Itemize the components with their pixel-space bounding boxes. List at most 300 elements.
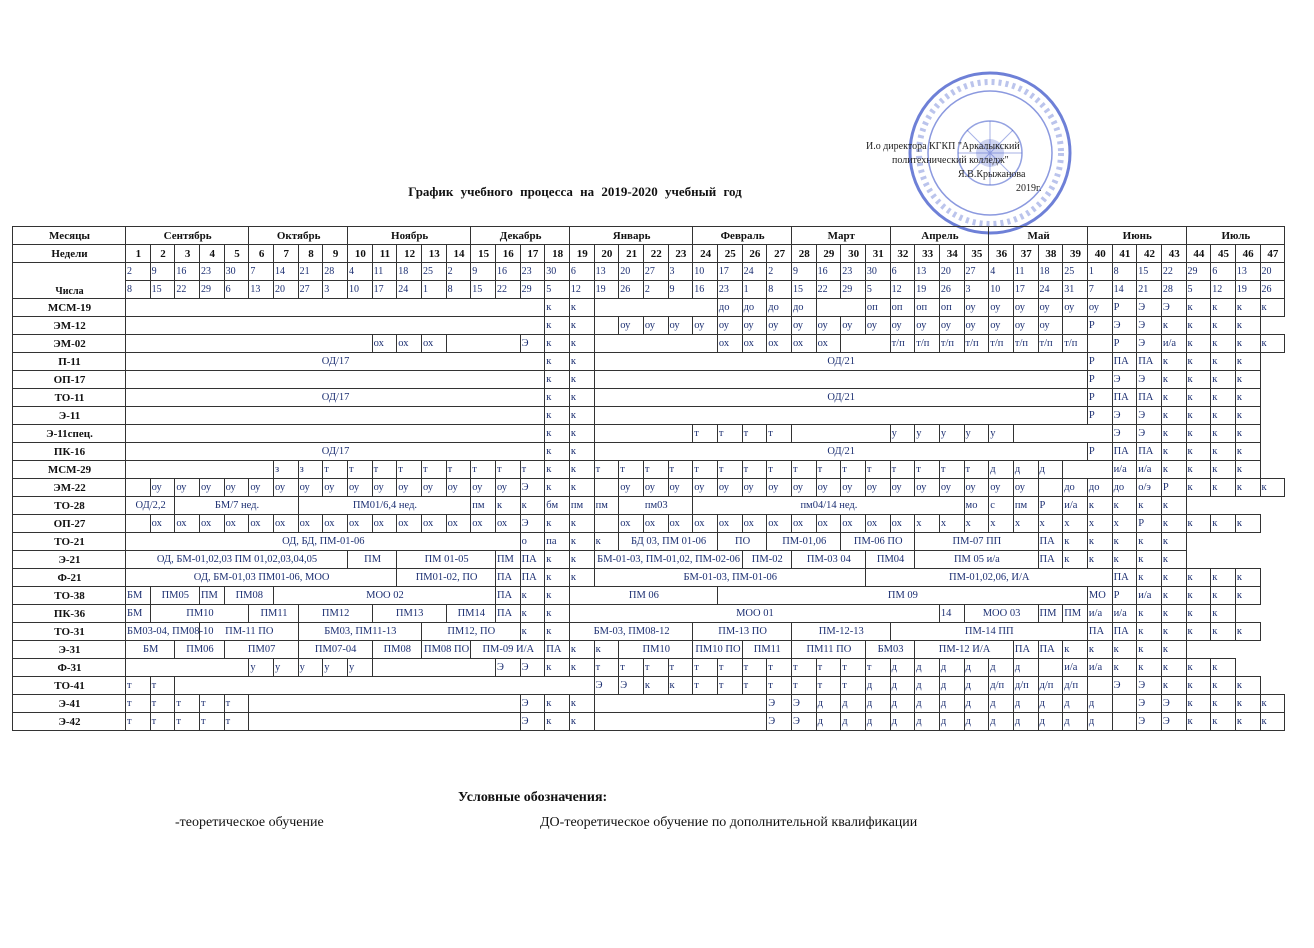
schedule-cell: ох [816, 335, 841, 353]
week-number: 12 [397, 245, 422, 263]
schedule-cell: т [816, 659, 841, 677]
schedule-cell: МОО 01 [569, 605, 939, 623]
group-name: ТО-28 [13, 497, 126, 515]
schedule-cell: к [1186, 659, 1211, 677]
schedule-cell: к [1112, 533, 1137, 551]
schedule-cell: т [421, 461, 446, 479]
schedule-cell: к [1235, 299, 1260, 317]
schedule-cell: Э [1112, 317, 1137, 335]
schedule-cell: д [1038, 461, 1063, 479]
schedule-cell: к [1137, 605, 1162, 623]
schedule-cell: ПМ [1038, 605, 1063, 623]
schedule-cell: к [1161, 317, 1186, 335]
group-name: Э-42 [13, 713, 126, 731]
group-name: Э-21 [13, 551, 126, 569]
schedule-cell: ОД/17 [126, 353, 545, 371]
group-name: ЭМ-02 [13, 335, 126, 353]
schedule-cell: Р [1087, 353, 1112, 371]
group-name: ПК-36 [13, 605, 126, 623]
schedule-cell: т [495, 461, 520, 479]
schedule-cell: к [1235, 335, 1260, 353]
schedule-cell: ПМ [495, 551, 520, 569]
schedule-cell: к [1137, 641, 1162, 659]
schedule-cell: к [1063, 551, 1088, 569]
schedule-cell: к [1235, 695, 1260, 713]
schedule-cell: к [569, 713, 594, 731]
week-number: 20 [594, 245, 619, 263]
schedule-cell: к [1186, 371, 1211, 389]
schedule-cell: т [693, 659, 718, 677]
schedule-cell: Э [1137, 425, 1162, 443]
schedule-cell [126, 425, 545, 443]
schedule-cell: к [545, 461, 570, 479]
schedule-cell: ох [471, 515, 496, 533]
schedule-cell: т [742, 677, 767, 695]
date-end: 12 [890, 281, 915, 299]
schedule-cell: к [569, 461, 594, 479]
schedule-cell: оу [717, 317, 742, 335]
schedule-cell: ПМ [199, 587, 224, 605]
schedule-cell: т/п [1038, 335, 1063, 353]
schedule-cell: Э [495, 659, 520, 677]
date-start: 13 [915, 263, 940, 281]
schedule-cell: оу [199, 479, 224, 497]
schedule-cell: Э [791, 713, 816, 731]
date-end: 1 [421, 281, 446, 299]
schedule-cell: д [964, 695, 989, 713]
schedule-cell: пм03 [619, 497, 693, 515]
group-row [13, 677, 1285, 695]
schedule-cell: оу [989, 479, 1014, 497]
schedule-cell: у [323, 659, 348, 677]
schedule-cell: оу [323, 479, 348, 497]
schedule-cell: к [1235, 479, 1260, 497]
schedule-cell: к [1235, 389, 1260, 407]
date-start: 15 [1137, 263, 1162, 281]
schedule-cell: к [1211, 461, 1236, 479]
date-end: 23 [717, 281, 742, 299]
date-end: 14 [1112, 281, 1137, 299]
schedule-cell: к [569, 443, 594, 461]
schedule-cell: к [1161, 371, 1186, 389]
schedule-cell: Э [1137, 335, 1162, 353]
document-title: График учебного процесса на 2019-2020 учебный год [408, 184, 742, 199]
schedule-cell: оп [915, 299, 940, 317]
week-number: 17 [520, 245, 545, 263]
schedule-cell: д/п [1013, 677, 1038, 695]
schedule-cell: х [989, 515, 1014, 533]
schedule-cell: д [1013, 659, 1038, 677]
schedule-cell: БМ03, ПМ11-13 [298, 623, 421, 641]
schedule-cell: к [1087, 533, 1112, 551]
schedule-cell: ох [767, 335, 792, 353]
schedule-cell: ОД, БМ-01,03 ПМ01-06, МОО [126, 569, 397, 587]
date-end: 10 [989, 281, 1014, 299]
date-start: 23 [199, 263, 224, 281]
schedule-cell: оу [619, 317, 644, 335]
date-start: 13 [594, 263, 619, 281]
schedule-cell: д [1038, 713, 1063, 731]
schedule-cell: оу [865, 479, 890, 497]
schedule-cell: оу [717, 479, 742, 497]
schedule-cell: БМ-01-03, ПМ-01-06 [594, 569, 865, 587]
schedule-cell: к [1211, 569, 1236, 587]
schedule-cell: т [175, 695, 200, 713]
schedule-cell: т [816, 677, 841, 695]
schedule-cell: оу [816, 317, 841, 335]
group-row [13, 317, 1285, 335]
week-number: 28 [791, 245, 816, 263]
weeks-row [13, 245, 1285, 263]
schedule-cell: оу [619, 479, 644, 497]
schedule-cell: Р [1137, 515, 1162, 533]
schedule-cell: ПМ11 [249, 605, 298, 623]
schedule-cell: д [841, 713, 866, 731]
schedule-cell: к [1186, 389, 1211, 407]
schedule-cell: х [1112, 515, 1137, 533]
schedule-cell: т [150, 677, 175, 695]
schedule-cell: оу [347, 479, 372, 497]
schedule-cell: оу [495, 479, 520, 497]
schedule-cell: х [964, 515, 989, 533]
schedule-cell: ПА [1013, 641, 1038, 659]
schedule-cell: к [1211, 371, 1236, 389]
group-row [13, 659, 1285, 677]
group-name: ОП-27 [13, 515, 126, 533]
schedule-cell: у [298, 659, 323, 677]
schedule-cell: д [890, 713, 915, 731]
schedule-cell: у [347, 659, 372, 677]
schedule-cell: к [1186, 605, 1211, 623]
date-start: 14 [273, 263, 298, 281]
week-number: 33 [915, 245, 940, 263]
date-start: 16 [816, 263, 841, 281]
schedule-cell: к [545, 587, 570, 605]
schedule-cell: к [1137, 551, 1162, 569]
schedule-cell [175, 677, 594, 695]
schedule-cell: к [1186, 569, 1211, 587]
date-start: 20 [619, 263, 644, 281]
schedule-cell: ПМ-14 ПП [890, 623, 1087, 641]
schedule-cell: к [1161, 641, 1186, 659]
schedule-cell: д [865, 695, 890, 713]
schedule-cell: д [964, 677, 989, 695]
schedule-cell: т [767, 425, 792, 443]
schedule-cell: т [594, 461, 619, 479]
schedule-cell: т/п [1013, 335, 1038, 353]
schedule-cell: оу [791, 317, 816, 335]
date-end: 9 [668, 281, 693, 299]
schedule-cell: МОО 02 [273, 587, 495, 605]
schedule-cell: т [767, 659, 792, 677]
schedule-cell: ОД/21 [594, 443, 1087, 461]
schedule-cell: к [1186, 299, 1211, 317]
schedule-cell: т [446, 461, 471, 479]
schedule-cell: к [1087, 497, 1112, 515]
schedule-cell: ох [249, 515, 274, 533]
date-start: 4 [347, 263, 372, 281]
schedule-cell: Э [1137, 407, 1162, 425]
group-name: ЭМ-22 [13, 479, 126, 497]
schedule-cell: д [915, 659, 940, 677]
schedule-cell: ОД, БД, ПМ-01-06 [126, 533, 521, 551]
schedule-cell: к [1186, 353, 1211, 371]
schedule-cell: оу [446, 479, 471, 497]
schedule-cell: ПМ 05 и/а [915, 551, 1038, 569]
schedule-cell: д [939, 695, 964, 713]
month-header: Июль [1186, 227, 1285, 245]
date-end: 10 [347, 281, 372, 299]
schedule-cell: ПМ-09 И/А [471, 641, 545, 659]
schedule-cell: оу [890, 317, 915, 335]
schedule-cell: ПМ01/6,4 нед. [298, 497, 471, 515]
schedule-cell: т [742, 461, 767, 479]
group-name: ТО-38 [13, 587, 126, 605]
schedule-cell: ох [446, 515, 471, 533]
schedule-cell: пм [569, 497, 594, 515]
week-number: 8 [298, 245, 323, 263]
schedule-cell: т [939, 461, 964, 479]
schedule-cell: к [1235, 677, 1260, 695]
schedule-cell: к [1211, 623, 1236, 641]
schedule-cell: оу [767, 317, 792, 335]
date-start: 6 [569, 263, 594, 281]
schedule-cell: Э [1161, 695, 1186, 713]
schedule-cell [1063, 317, 1088, 335]
schedule-cell: ПМ08 [372, 641, 421, 659]
schedule-cell: т [126, 677, 151, 695]
schedule-cell: т [791, 461, 816, 479]
schedule-cell: к [1087, 641, 1112, 659]
schedule-cell: т [865, 659, 890, 677]
schedule-cell: ПА [520, 551, 545, 569]
schedule-cell: до [1063, 479, 1088, 497]
approval-line-4: 2019г. [1016, 183, 1042, 194]
schedule-cell: т/п [939, 335, 964, 353]
schedule-cell: к [1211, 479, 1236, 497]
schedule-cell: ПО [717, 533, 766, 551]
schedule-cell: х [1013, 515, 1038, 533]
schedule-cell: к [1211, 317, 1236, 335]
date-start: 11 [1013, 263, 1038, 281]
schedule-cell: к [1211, 713, 1236, 731]
schedule-cell [594, 713, 767, 731]
schedule-cell [1038, 479, 1063, 497]
schedule-cell: д [939, 713, 964, 731]
schedule-cell: д [841, 695, 866, 713]
schedule-cell: т [372, 461, 397, 479]
date-start: 27 [964, 263, 989, 281]
schedule-cell: д [989, 659, 1014, 677]
schedule-cell: к [1186, 317, 1211, 335]
schedule-cell: д [939, 677, 964, 695]
schedule-cell: к [1211, 299, 1236, 317]
date-start: 6 [1211, 263, 1236, 281]
week-number: 9 [323, 245, 348, 263]
schedule-cell [1063, 461, 1112, 479]
schedule-cell: к [1235, 407, 1260, 425]
schedule-cell: т [915, 461, 940, 479]
group-row [13, 443, 1285, 461]
schedule-cell: т [668, 461, 693, 479]
group-row [13, 353, 1285, 371]
schedule-cell: т [841, 677, 866, 695]
schedule-cell: к [569, 551, 594, 569]
schedule-cell: и/а [1161, 335, 1186, 353]
schedule-cell [372, 659, 495, 677]
schedule-cell: ох [693, 515, 718, 533]
schedule-cell: ох [717, 335, 742, 353]
schedule-cell: ох [717, 515, 742, 533]
schedule-cell: оу [939, 317, 964, 335]
schedule-cell: т [397, 461, 422, 479]
week-number: 3 [175, 245, 200, 263]
schedule-cell: д [816, 695, 841, 713]
schedule-cell: к [1186, 407, 1211, 425]
schedule-cell: ПМ-06 ПО [841, 533, 915, 551]
schedule-cell: д [964, 659, 989, 677]
date-end: 20 [273, 281, 298, 299]
schedule-cell: х [1063, 515, 1088, 533]
schedule-cell: к [545, 335, 570, 353]
schedule-cell: ох [668, 515, 693, 533]
schedule-cell: ПМ08 [224, 587, 273, 605]
schedule-cell: ох [347, 515, 372, 533]
schedule-cell: и/а [1112, 605, 1137, 623]
week-number: 23 [668, 245, 693, 263]
schedule-cell: Э [1112, 677, 1137, 695]
schedule-cell: ПМ 06 [569, 587, 717, 605]
schedule-cell: к [1112, 659, 1137, 677]
schedule-cell: до [767, 299, 792, 317]
schedule-cell: к [1211, 389, 1236, 407]
schedule-cell: к [1161, 677, 1186, 695]
schedule-cell: к [545, 605, 570, 623]
schedule-cell: ох [273, 515, 298, 533]
schedule-cell: оу [939, 479, 964, 497]
schedule-cell: и/а [1087, 659, 1112, 677]
week-number: 43 [1161, 245, 1186, 263]
month-header: Октябрь [249, 227, 348, 245]
group-name: МСМ-29 [13, 461, 126, 479]
schedule-cell: Р [1087, 317, 1112, 335]
schedule-cell: к [569, 407, 594, 425]
schedule-cell: к [1161, 443, 1186, 461]
schedule-cell: Э [1137, 713, 1162, 731]
schedule-cell: к [545, 713, 570, 731]
schedule-cell: к [545, 425, 570, 443]
schedule-cell: мо [964, 497, 989, 515]
date-end: 27 [298, 281, 323, 299]
schedule-cell: ПА [545, 641, 570, 659]
schedule-cell: к [1211, 515, 1236, 533]
schedule-cell: к [1112, 497, 1137, 515]
week-number: 13 [421, 245, 446, 263]
schedule-cell: к [1161, 425, 1186, 443]
schedule-cell: ох [224, 515, 249, 533]
schedule-cell: к [545, 695, 570, 713]
week-number: 31 [865, 245, 890, 263]
schedule-cell: ПМ-01,02,06, И/А [865, 569, 1112, 587]
schedule-cell: к [1186, 425, 1211, 443]
date-end: 22 [495, 281, 520, 299]
schedule-cell: Э [1137, 299, 1162, 317]
schedule-cell: Р [1038, 497, 1063, 515]
schedule-cell: к [545, 551, 570, 569]
date-start: 8 [1112, 263, 1137, 281]
date-start: 21 [298, 263, 323, 281]
schedule-cell: оп [890, 299, 915, 317]
schedule-cell: оу [150, 479, 175, 497]
schedule-cell: к [569, 299, 594, 317]
schedule-cell: ПМ-12 И/А [915, 641, 1014, 659]
schedule-cell: ох [397, 515, 422, 533]
schedule-cell: ПА [1112, 389, 1137, 407]
schedule-cell: т/п [915, 335, 940, 353]
week-number: 26 [742, 245, 767, 263]
date-start: 16 [495, 263, 520, 281]
schedule-cell: т [742, 659, 767, 677]
date-start: 16 [175, 263, 200, 281]
schedule-cell: БМ-01-03, ПМ-01,02, ПМ-02-06 [594, 551, 742, 569]
schedule-cell: з [273, 461, 298, 479]
schedule-cell: ОД, БМ-01,02,03 ПМ 01,02,03,04,05 [126, 551, 348, 569]
approval-line-2: политехнический колледж" [892, 155, 1009, 166]
schedule-cell: к [1161, 605, 1186, 623]
schedule-cell: к [569, 515, 594, 533]
group-name: ТО-31 [13, 623, 126, 641]
schedule-cell: ох [742, 515, 767, 533]
date-start: 4 [989, 263, 1014, 281]
schedule-cell: ПА [1112, 443, 1137, 461]
month-header: Май [989, 227, 1088, 245]
schedule-cell [594, 371, 1087, 389]
schedule-cell: и/а [1087, 605, 1112, 623]
schedule-cell: д [890, 659, 915, 677]
schedule-cell: ПА [1038, 551, 1063, 569]
schedule-cell: ПМ12, ПО [421, 623, 520, 641]
schedule-cell: ох [767, 515, 792, 533]
week-number: 42 [1137, 245, 1162, 263]
week-number: 11 [372, 245, 397, 263]
date-start: 23 [520, 263, 545, 281]
schedule-cell [126, 407, 545, 425]
schedule-cell: к [495, 497, 520, 515]
schedule-cell: Р [1112, 587, 1137, 605]
schedule-cell: т [717, 461, 742, 479]
schedule-cell: к [545, 317, 570, 335]
schedule-cell: к [1235, 713, 1260, 731]
week-number: 30 [841, 245, 866, 263]
schedule-cell: к [1186, 587, 1211, 605]
schedule-cell [594, 299, 717, 317]
schedule-table [12, 226, 1285, 731]
schedule-cell: к [1211, 353, 1236, 371]
schedule-cell: т [347, 461, 372, 479]
schedule-cell: Э [594, 677, 619, 695]
approval-line-3: Я.В.Крыжанова [958, 169, 1026, 180]
schedule-cell: Р [1161, 479, 1186, 497]
schedule-cell: ПМ01-02, ПО [397, 569, 496, 587]
group-row [13, 515, 1285, 533]
schedule-cell: ПА [495, 605, 520, 623]
schedule-cell: ох [841, 515, 866, 533]
schedule-cell: оу [693, 479, 718, 497]
schedule-cell: к [1211, 677, 1236, 695]
schedule-cell: ПМ14 [446, 605, 495, 623]
schedule-cell: к [1211, 425, 1236, 443]
schedule-cell: к [1161, 551, 1186, 569]
